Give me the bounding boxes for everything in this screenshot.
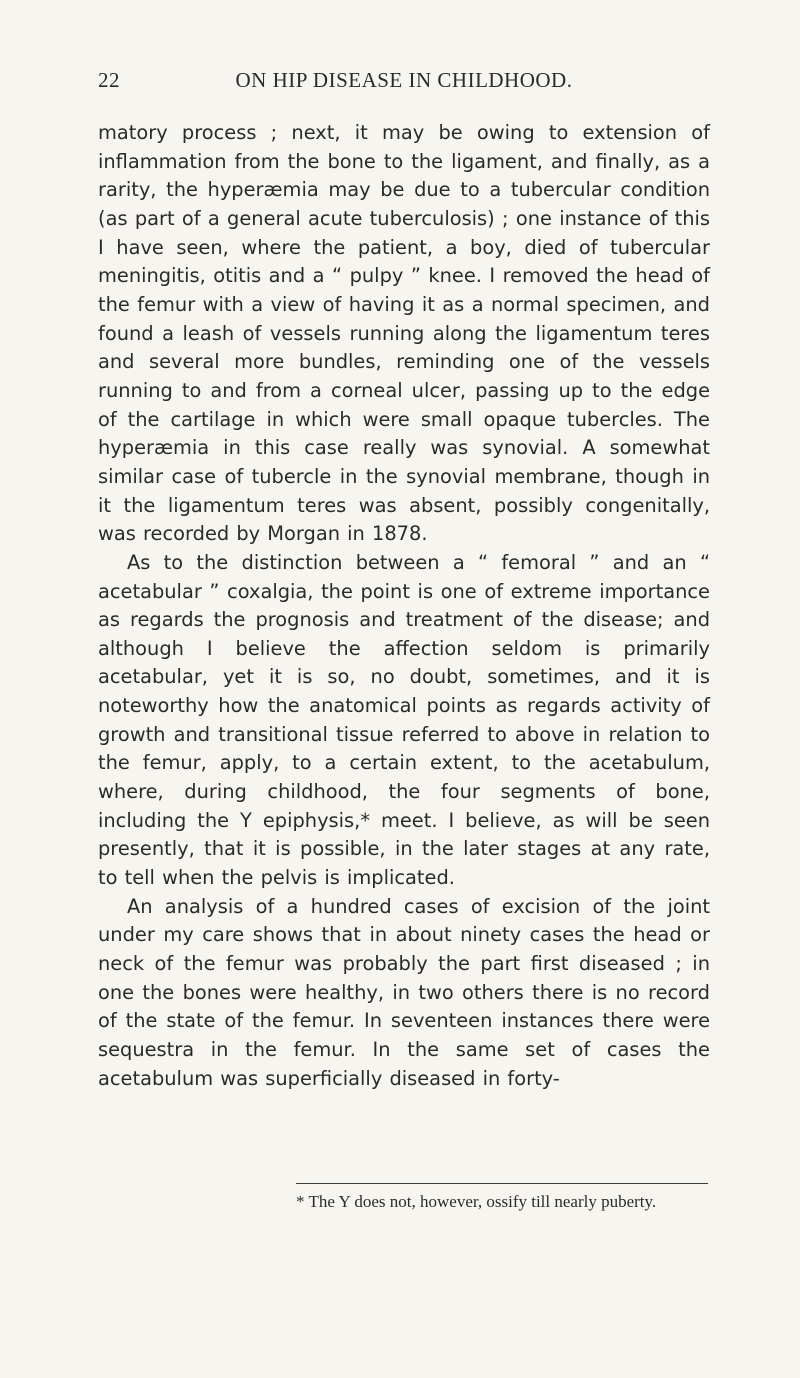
paragraph-excision-analysis: An analysis of a hundred cases of excision of the joint under my care shows that in about ninety cases the head or neck of the femur was probably the part first diseased ; in one the bones were healthy, in two others there is no record of the state of the femur. In seventeen instances there were sequestra in the femur. In the same set of cases the acetabulum was superficially diseased in forty- xyxy=(98,894,710,1090)
running-title: ON HIP DISEASE IN CHILDHOOD. xyxy=(235,68,573,92)
footnote: * The Y does not, however, ossify till nearly puberty. xyxy=(296,1192,657,1211)
running-head xyxy=(98,68,710,98)
paragraph-continued: matory process ; next, it may be owing to extension of inflammation from the bone to the ligament, and finally, as a rarity, the hyperæmia may be due to a tubercular condition (as part of a general acute tuberculosis) ; one instance of this I have seen, where the patient, a boy, died of tubercular meningitis, otitis and a “ pulpy ” knee. I removed the head of the femur with a view of having it as a normal specimen, and found a leash of vessels running along the ligamentum teres and several more bundles, reminding one of the vessels running to and from a corneal ulcer, passing up to the edge of the cartilage in which were small opaque tubercles. The hyperæmia in this case really was synovial. A somewhat similar case of tubercle in the synovial membrane, though in it the ligamentum teres was absent, possibly congenitally, was recorded by Morgan in 1878. xyxy=(98,121,710,546)
footnote-divider xyxy=(296,1183,708,1184)
page-number: 22 xyxy=(98,68,120,92)
body-text xyxy=(98,119,710,1093)
paragraph-femoral-acetabular: As to the distinction between a “ femoral ” and an “ acetabular ” coxalgia, the point is one of extreme importance as regards the prognosis and treatment of the disease; and although I believe the affection seldom is primarily acetabular, yet it is so, no doubt, sometimes, and it is noteworthy how the anatomical points as regards activity of growth and transitional tissue referred to above in relation to the femur, apply, to a certain extent, to the acetabulum, where, during childhood, the four segments of bone, including the Y epiphysis,* meet. I believe, as will be seen presently, that it is possible, in the later stages at any rate, to tell when the pelvis is implicated. xyxy=(98,550,710,890)
